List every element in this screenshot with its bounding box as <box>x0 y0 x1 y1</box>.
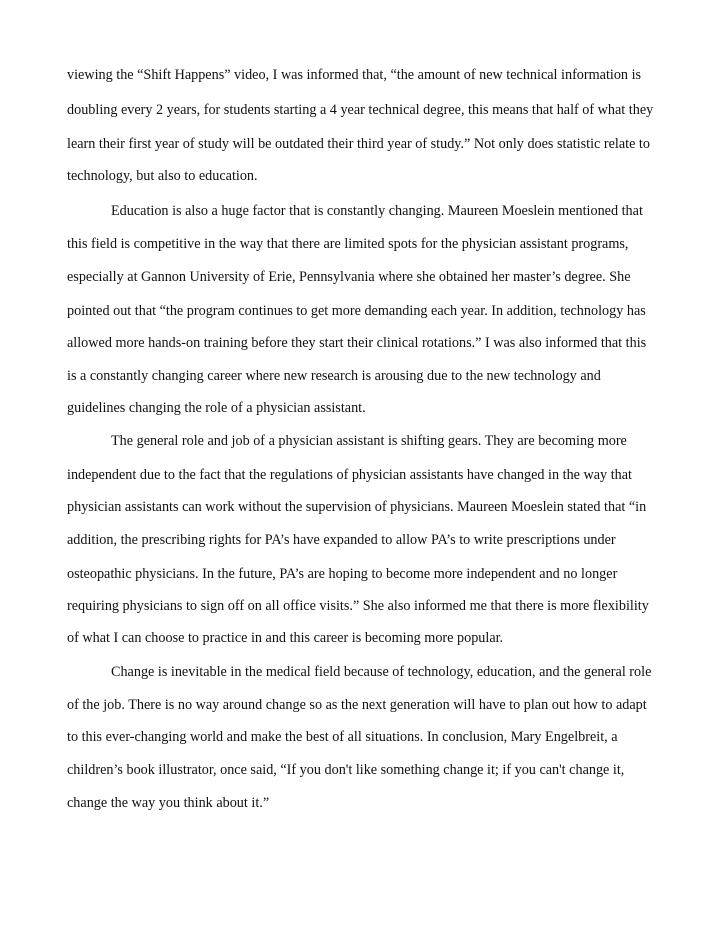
text-line: to this ever-changing world and make the best of all situations. In conclusion, Mary Engelbreit, a <box>67 729 618 745</box>
text-line: independent due to the fact that the regulations of physician assistants have changed in the way that <box>67 467 632 483</box>
text-line: doubling every 2 years, for students starting a 4 year technical degree, this means that half of what they <box>67 102 654 118</box>
text-line: viewing the “Shift Happens” video, I was informed that, “the amount of new technical information is <box>67 67 642 83</box>
text-line: guidelines changing the role of a physician assistant. <box>67 400 366 416</box>
text-line: osteopathic physicians. In the future, PA’s are hoping to become more independent and no longer <box>67 566 618 582</box>
paragraph-first-line: The general role and job of a physician assistant is shifting gears. They are becoming more <box>111 433 627 449</box>
text-line: physician assistants can work without the supervision of physicians. Maureen Moeslein stated that “in <box>67 499 647 515</box>
text-line: addition, the prescribing rights for PA’s have expanded to allow PA’s to write prescriptions under <box>67 532 616 548</box>
text-line: technology, but also to education. <box>67 168 258 184</box>
text-line: of the job. There is no way around change so as the next generation will have to plan out how to adapt <box>67 697 647 713</box>
text-line: of what I can choose to practice in and this career is becoming more popular. <box>67 630 504 646</box>
text-line: pointed out that “the program continues to get more demanding each year. In addition, technology has <box>67 303 646 319</box>
text-line: allowed more hands-on training before they start their clinical rotations.” I was also informed that this <box>67 335 647 351</box>
text-line: this field is competitive in the way that there are limited spots for the physician assistant programs, <box>67 236 629 252</box>
text-line: especially at Gannon University of Erie, Pennsylvania where she obtained her master’s degree. She <box>67 269 631 285</box>
text-line: learn their first year of study will be outdated their third year of study.” Not only does statistic relate to <box>67 136 650 152</box>
text-line: children’s book illustrator, once said, “If you don't like something change it; if you can't change it, <box>67 762 625 778</box>
text-line: change the way you think about it.” <box>67 795 270 811</box>
text-line: is a constantly changing career where new research is arousing due to the new technology and <box>67 368 601 384</box>
paragraph-first-line: Change is inevitable in the medical field because of technology, education, and the general role <box>111 664 652 680</box>
paragraph-first-line: Education is also a huge factor that is constantly changing. Maureen Moeslein mentioned that <box>111 203 643 219</box>
text-line: requiring physicians to sign off on all office visits.” She also informed me that there is more flexibility <box>67 598 649 614</box>
